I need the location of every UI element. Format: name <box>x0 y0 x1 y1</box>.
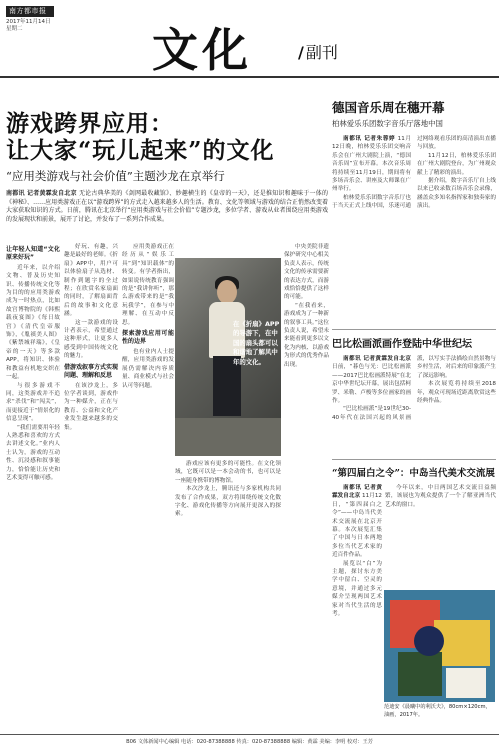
story-subtitle: 柏林爱乐乐团数字音乐厅落地中国 <box>332 119 443 128</box>
paragraph: 本次展览将持续至2018年，观众可现场近距离欣赏这些经典作品。 <box>417 381 496 405</box>
story-title: 巴比松画派画作登陆中华世纪坛 <box>332 339 472 350</box>
paragraph-text: 日前，“暮色与光：巴比松画派——2017巴比松画派特展”在北京中华世纪坛开幕，展出包括柯罗、米勒、卢梭等多位画家的画作。 <box>332 364 411 405</box>
paragraph-text: 11月12日晚，柏林爱乐乐团交响音乐会在广州大剧院上演，“德国音乐周”宣布开幕。本次音乐周将持续至11月19日，期间将有多场音乐会、讲座及大师课在广州举行。 <box>332 136 412 193</box>
paragraph: 好玩、有趣，兴趣是最好的老师。《折扇》APP中，用户可以体验扇子从选材、制作到题字的全过程；在欣赏名家扇面的同时，了解扇面背后的故事和文化意涵。 <box>64 244 118 318</box>
right-sidebar <box>332 100 496 624</box>
lead-intro-text: 无论古典华美的《剑网最收藏馆》、妙趣横生的《皇帝的一天》，还是推知识和趣味于一体的《神秘》、……应用类游戏正在以“游戏跨界”的方式走入越来越多人的生活。教育、文化等领域与游戏的结合正悄然改变着大家获取知识的方式。日前，腾讯在北京举行“应用类游戏与社会价值”专题沙龙，多位学者、游戏从业者围绕应用类游戏的发展现状和前景，展开了讨论，并发布了一系列合作成果。 <box>6 190 328 223</box>
story-byline: 南都讯 记者朱蓉婷 <box>343 136 396 142</box>
paragraph: 这一款游戏的设计者表示，希望通过这种形式，让更多人感受到中国传统文化的魅力。 <box>64 319 118 360</box>
lead-intro <box>6 190 328 224</box>
subsection-title: / 副刊 <box>298 43 338 62</box>
headline-line-1: 游戏跨界应用： <box>6 110 174 137</box>
story-title: 德国音乐周在穗开幕 <box>332 100 445 115</box>
lead-byline: 南都讯 记者黄霖发自北京 <box>6 190 77 197</box>
photo-caption: 在《折扇》APP的导游下，在中国的扇头都可以和谐地了解风中年的文化。 <box>233 320 280 366</box>
paragraph: 据介绍，数字音乐厅自上线以来已收录数百场音乐会录像，涵盖众多知名指挥家和独奏家的演出。 <box>417 178 496 210</box>
article-column-5 <box>284 243 329 731</box>
headline <box>6 110 328 164</box>
story-body <box>332 355 496 451</box>
paragraph: 柏林爱乐乐团数字音乐厅也于当天正式上线中国，乐迷可通过网络观看乐团的高清演出直播与回放。 <box>332 136 496 210</box>
paragraph: 在该沙龙上，多位学者谈到，游戏作为一种媒介，正在与教育、公益和文化产业发生越来越多的交集。 <box>64 382 118 431</box>
subsection-label: 副刊 <box>305 43 338 62</box>
paragraph: 近年来，以介绍文物、普及历史知识、传播传统文化等为目的的应用类游戏成为一时热点，比如故宫博物院的《韩熙载夜宴图》《每日故宫》《清代皇帝服饰》，《胤禛美人图》《紫禁城祥瑞》，《皇帝的一天》等多款APP，将知识、体验和教益有机地交织在一起。 <box>6 264 60 381</box>
story-byline: 南都讯 记者黄霖发自北京 <box>332 485 382 500</box>
story-music-week <box>332 100 496 321</box>
column-subhead: 让年轻人知道“文化原来好玩” <box>6 246 60 262</box>
column-subhead: 探索游戏应用可能性的边界 <box>122 330 174 346</box>
paragraph: 游戏应该有更多的可能性。在文化领域，它既可以是一本会动的书，也可以是一座随身携带的博物馆。 <box>175 461 281 484</box>
date-text: 2017年11月14日 <box>6 19 51 25</box>
divider <box>332 329 496 330</box>
paragraph: “巴比松画派”是19世纪30-40年代在法国兴起的风景画派，以写实手法描绘自然景物与乡村生活，对后来的印象派产生了深远影响。 <box>332 356 496 421</box>
article-column-2 <box>64 243 118 731</box>
paragraph: 中央美院非遗保护研究中心相关负责人表示，传统文化的传承需要新的表达方式，而游戏恰恰提供了这样的可能。 <box>284 244 329 301</box>
story-body-cont <box>385 484 496 510</box>
story-body <box>332 135 496 321</box>
article-column-1 <box>6 243 60 731</box>
story-exhibition <box>332 468 496 618</box>
story-title: “第四届白之令”：中岛当代美术交流展 <box>332 468 495 479</box>
headline-subtitle: “应用类游戏与社会价值”主题沙龙在京举行 <box>6 169 225 183</box>
story-barbizon <box>332 338 496 451</box>
weekday-text: 星期二 <box>6 26 23 32</box>
article-column-4-lower <box>175 460 281 732</box>
paragraph: 本次沙龙上，腾讯还与多家机构共同发布了合作成果，双方将围绕传统文化数字化、游戏化传播等方向展开更深入的探索。 <box>175 486 281 518</box>
paragraph-text: 11月12日，“第四届白之令”——中岛当代美术交流展在北京开幕。本次展览汇集了中国与日本两地多位当代艺术家的近百件作品。 <box>332 493 382 559</box>
paragraph: 与很多游戏不同，这类游戏并不追求“杀伐”和“闯关”，而更接近于“情景化的信息呈现”。 <box>6 382 60 423</box>
headline-line-2: 让大家“玩儿起来”的文化 <box>6 137 275 164</box>
lead-article-header <box>6 110 328 224</box>
story-body <box>332 484 382 624</box>
paragraph: 今年以来，中日两国艺术交流日益频繁，该展也为观众提供了一个了解亚洲当代艺术的窗口。 <box>385 485 496 508</box>
paragraph: “我们需要用年轻人熟悉和喜欢的方式去讲述文化。”业内人士认为，游戏的互动性、沉浸感和叙事能力，恰恰能让历史和艺术变得可触可感。 <box>6 424 60 481</box>
paragraph: 11月12日，柏林爱乐乐团在广州大剧院登台，为广州观众献上了精彩的演出。 <box>417 152 496 176</box>
page-footer: B06 文体新闻中心编辑 电话：020-87388888 传真：020-87388888 编辑：黄霖 美编：李明 校对：王芳 <box>0 734 499 750</box>
newspaper-logo: 南方都市报 <box>6 6 54 17</box>
article-column-3 <box>122 243 174 731</box>
painting-image <box>384 590 495 702</box>
paragraph: “在我看来，游戏成为了一种新的叙事工具。”这位负责人说，希望未来能看到更多以文化为内核、以游戏为形式的优秀作品出现。 <box>284 302 329 368</box>
paragraph: 应用类游戏正在经历从“娱乐工具”到“知识载体”的转变。有学者指出，如果说传统教育强调的是“我讲你听”，那么游戏带来的是“我玩我学”，在参与中理解、在互动中反思。 <box>122 244 174 326</box>
paragraph: 也有业内人士提醒，应用类游戏的发展仍需解决内容质量、商业模式与社会认可等问题。 <box>122 348 174 389</box>
story-byline: 南都讯 记者黄霖发自北京 <box>343 356 411 362</box>
divider <box>332 459 496 460</box>
section-title: 文化 <box>152 23 252 77</box>
column-subhead: 借游戏叙事方式实现 问题、理解和反思 <box>64 363 118 380</box>
masthead <box>0 0 499 78</box>
painting-caption: 范迪安《晨曦中的利沃夫》，80cm×120cm，油画，2017年。 <box>384 704 491 718</box>
paragraph: 展览以“白”为主题，探讨东方美学中留白、空灵的意境，并通过多元媒介呈现两国艺术家对当代生活的思考。 <box>332 560 382 618</box>
issue-date <box>6 19 51 33</box>
